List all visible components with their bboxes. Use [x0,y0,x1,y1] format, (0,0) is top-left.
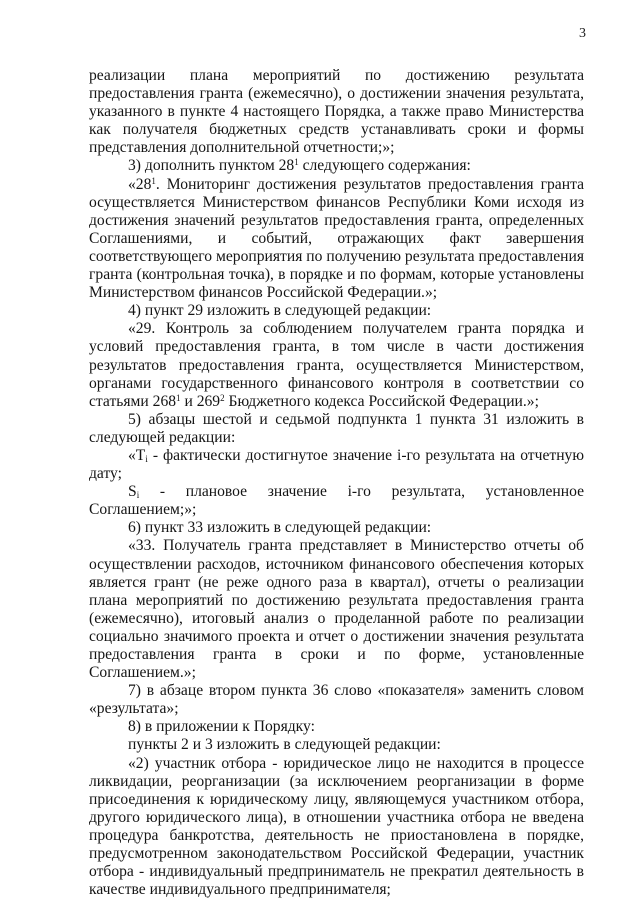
subscript: i [145,453,148,464]
text-run: «29. Контроль за соблюдением получателем гранта порядка и условий предоставления гранта, в том числе в части достижения результатов предоставления гранта, осуществляется Министерством, органами государственного финансового контроля в соответствии со статьями 268 [89,320,584,410]
superscript: 2 [220,392,225,403]
document-body [89,67,584,899]
text-run: - плановое значение i-го результата, установленное Соглашением;»; [89,483,584,519]
text-run: «2) участник отбора - юридическое лицо не находится в процессе ликвидации, реорганизации (за исключением реорганизации в форме присоединения к юридическому лицу, являющемуся участником отбора, другого юридического лица), в отношении участника отбора не введена процедура банкротства, деятельность не приостановлена в порядке, предусмотренном законодательством Российской Федерации, участник отбора - индивидуальный предприниматель не прекратил деятельность в качестве индивидуального предпринимателя; [89,754,584,899]
text-run: - фактически достигнутое значение i-го результата на отчетную дату; [89,446,584,483]
paragraph [89,302,584,320]
page-number: 3 [579,26,586,41]
text-run: реализации плана мероприятий по достижению результата предоставления гранта (ежемесячно), о достижении значения результата, указанного в пункте 4 настоящего Порядка, а также право Министерства как получателя бюджетных средств устанавливать сроки и формы представления дополнительной отчетности;»; [89,67,584,157]
paragraph [89,483,584,519]
text-run: Бюджетного кодекса Российской Федерации.»; [224,392,539,410]
superscript: 1 [294,157,299,168]
paragraph [89,157,584,175]
text-run: следующего содержания: [298,157,471,175]
paragraph [89,682,584,718]
text-run: «T [128,446,146,464]
text-run: и 269 [180,392,221,410]
subscript: i [136,490,140,501]
paragraph [89,755,584,900]
text-run: «33. Получатель гранта представляет в Министерство отчеты об осуществлении расходов, источником финансового обеспечения которых является грант (не реже одного раза в квартал), отчеты о реализации плана мероприятий по достижению результата предоставления гранта (ежемесячно), итоговый анализ о проделанной работе по реализации социально значимого проекта и отчет о достижении значения результата предоставления гранта в сроки и по форме, установленные Соглашением.»; [89,537,584,682]
paragraph [89,718,584,736]
paragraph [89,176,584,303]
text-run: 6) пункт 33 изложить в следующей редакции: [128,519,432,537]
text-run: 8) в приложении к Порядку: [128,718,315,736]
paragraph [89,411,584,447]
text-run: пункты 2 и 3 изложить в следующей редакции: [128,736,441,754]
paragraph [89,447,584,483]
paragraph [89,519,584,537]
text-run: «28 [128,175,152,193]
superscript: 1 [176,392,181,403]
text-run: 3) дополнить пунктом 28 [128,157,295,175]
paragraph [89,537,584,682]
paragraph [89,67,584,157]
paragraph [89,736,584,754]
superscript: 1 [151,175,156,186]
text-run: 7) в абзаце втором пункта 36 слово «показателя» заменить словом «результата»; [89,682,584,718]
text-run: 5) абзацы шестой и седьмой подпункта 1 пункта 31 изложить в следующей редакции: [89,410,584,446]
paragraph [89,320,584,410]
text-run: . Мониторинг достижения результатов предоставления гранта осуществляется Министерством финансов Республики Коми исходя из достижения значений результатов предоставления гранта, определенных Соглашениями, и событий, отражающих факт завершения соответствующего мероприятия по получению результата предоставления гранта (контрольная точка), в порядке и по формам, которые установлены Министерством финансов Российской Федерации.»; [89,175,584,302]
text-run: 4) пункт 29 изложить в следующей редакции: [128,302,432,320]
text-run: S [128,483,137,501]
